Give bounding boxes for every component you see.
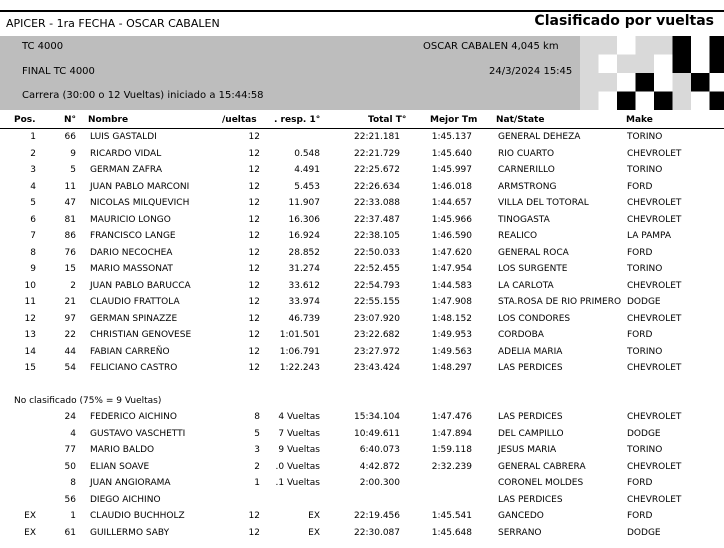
cell-make: CHEVROLET [627, 313, 682, 324]
cell-nat-state: LOS CONDORES [498, 313, 571, 324]
cell-name: CLAUDIO BUCHHOLZ [90, 511, 185, 521]
cell-laps: 3 [254, 445, 260, 455]
cell-number: 97 [64, 313, 76, 324]
cell-number: 54 [64, 363, 76, 373]
cell-total-time: 22:50.033 [354, 247, 400, 258]
cell-laps: 12 [248, 231, 260, 241]
cell-name: CHRISTIAN GENOVESE [90, 330, 192, 340]
cell-best-time: 1:48.152 [431, 313, 472, 324]
cell-pos: 6 [30, 214, 36, 225]
cell-total-time: 23:27.972 [354, 346, 400, 357]
cell-number: 4 [70, 428, 76, 439]
cell-make: DODGE [627, 297, 661, 307]
session-label: FINAL TC 4000 [22, 66, 95, 77]
table-row [0, 295, 724, 311]
cell-laps: 12 [248, 148, 260, 159]
cell-make: CHEVROLET [627, 214, 682, 225]
table-row [0, 345, 724, 361]
cell-total-time: 22:52.455 [354, 264, 400, 274]
track-label: OSCAR CABALEN 4,045 km [423, 41, 559, 52]
table-row [0, 460, 724, 476]
col-name: Nombre [88, 115, 129, 125]
cell-make: CHEVROLET [627, 494, 682, 505]
cell-name: JUAN PABLO MARCONI [90, 181, 190, 192]
cell-best-time: 1:47.620 [431, 247, 472, 258]
cell-total-time: 10:49.611 [354, 428, 400, 439]
col-make: Make [626, 115, 653, 125]
cell-make: FORD [627, 247, 653, 258]
table-row [0, 493, 724, 509]
cell-name: FABIAN CARREÑO [90, 346, 170, 357]
cell-make: DODGE [627, 428, 661, 439]
cell-nat-state: SERRANO [498, 527, 542, 538]
cell-gap: 1:22.243 [279, 363, 320, 373]
cell-laps: 12 [248, 247, 260, 258]
cell-best-time: 2:32.239 [431, 461, 472, 472]
cell-laps: 12 [248, 165, 260, 175]
cell-number: 50 [64, 461, 76, 472]
cell-nat-state: LA CARLOTA [498, 280, 554, 291]
cell-gap: 31.274 [288, 264, 320, 274]
cell-number: 2 [70, 280, 76, 291]
cell-laps: 12 [248, 214, 260, 225]
cell-gap: .0 Vueltas [275, 461, 320, 472]
cell-laps: 12 [248, 330, 260, 340]
cell-laps: 12 [248, 280, 260, 291]
datetime-label: 24/3/2024 15:45 [489, 66, 573, 77]
top-margin [0, 0, 724, 10]
cell-make: CHEVROLET [627, 363, 682, 373]
table-row [0, 229, 724, 245]
cell-nat-state: LOS SURGENTE [498, 264, 568, 274]
cell-nat-state: TINOGASTA [498, 214, 550, 225]
cell-total-time: 22:30.087 [354, 527, 400, 538]
cell-gap: .1 Vueltas [275, 478, 320, 488]
cell-name: JUAN ANGIORAMA [90, 478, 171, 488]
cell-total-time: 15:34.104 [354, 412, 400, 422]
table-row [0, 246, 724, 262]
cell-number: 15 [64, 264, 76, 274]
cell-name: MARIO MASSONAT [90, 264, 173, 274]
cell-number: 56 [64, 494, 76, 505]
cell-name: GUILLERMO SABY [90, 527, 170, 538]
cell-pos: 12 [24, 313, 36, 324]
report-type-title: Clasificado por vueltas [534, 13, 714, 29]
cell-gap: 1:01.501 [279, 330, 320, 340]
cell-best-time: 1:44.657 [431, 198, 472, 208]
cell-nat-state: STA.ROSA DE RIO PRIMERO [498, 297, 622, 307]
table-row [0, 196, 724, 212]
cell-laps: 1 [254, 478, 260, 488]
cell-make: DODGE [627, 527, 661, 538]
cell-laps: 12 [248, 527, 260, 538]
cell-name: RICARDO VIDAL [90, 148, 162, 159]
cell-nat-state: LAS PERDICES [498, 494, 563, 505]
cell-pos: EX [24, 527, 36, 538]
cell-nat-state: CARNERILLO [498, 165, 555, 175]
cell-gap: 16.924 [288, 231, 320, 241]
cell-make: TORINO [627, 132, 663, 142]
cell-total-time: 22:21.729 [354, 148, 400, 159]
table-row [0, 147, 724, 163]
cell-make: CHEVROLET [627, 412, 682, 422]
cell-best-time: 1:45.648 [431, 527, 472, 538]
cell-pos: 3 [30, 165, 36, 175]
cell-make: FORD [627, 511, 653, 521]
cell-name: GERMAN ZAFRA [90, 165, 162, 175]
cell-total-time: 23:43.424 [354, 363, 400, 373]
table-row [0, 328, 724, 344]
table-row [0, 279, 724, 295]
cell-gap: 1:06.791 [279, 346, 320, 357]
cell-make: TORINO [627, 165, 663, 175]
cell-laps: 12 [248, 132, 260, 142]
col-gap: . resp. 1° [274, 115, 321, 125]
cell-total-time: 23:07.920 [354, 313, 400, 324]
cell-best-time: 1:59.118 [431, 445, 472, 455]
cell-pos: 14 [24, 346, 36, 357]
cell-pos: 4 [30, 181, 36, 192]
table-row [0, 509, 724, 525]
cell-gap: EX [308, 527, 320, 538]
cell-laps: 12 [248, 198, 260, 208]
cell-total-time: 22:37.487 [354, 214, 400, 225]
cell-best-time: 1:49.953 [431, 330, 472, 340]
table-row [0, 526, 724, 542]
cell-laps: 12 [248, 346, 260, 357]
cell-number: 81 [64, 214, 76, 225]
cell-best-time: 1:47.476 [431, 412, 472, 422]
cell-name: GUSTAVO VASCHETTI [90, 428, 186, 439]
cell-best-time: 1:45.640 [431, 148, 472, 159]
cell-nat-state: GANCEDO [498, 511, 544, 521]
cell-gap: 7 Vueltas [278, 428, 320, 439]
col-laps: /ueltas [222, 115, 257, 125]
cell-name: LUIS GASTALDI [90, 132, 157, 142]
category-label: TC 4000 [22, 41, 64, 52]
cell-total-time: 6:40.073 [359, 445, 400, 455]
cell-gap: 46.739 [288, 313, 320, 324]
cell-number: 21 [64, 297, 76, 307]
cell-number: 22 [64, 330, 76, 340]
cell-total-time: 22:33.088 [354, 198, 400, 208]
cell-total-time: 22:19.456 [354, 511, 400, 521]
table-row [0, 130, 724, 146]
cell-gap: 28.852 [288, 247, 320, 258]
cell-laps: 5 [254, 428, 260, 439]
cell-best-time: 1:45.137 [431, 132, 472, 142]
cell-nat-state: GENERAL ROCA [498, 247, 569, 258]
cell-pos: 9 [30, 264, 36, 274]
table-row [0, 163, 724, 179]
cell-best-time: 1:49.563 [431, 346, 472, 357]
cell-number: 47 [64, 198, 76, 208]
cell-name: GERMAN SPINAZZE [90, 313, 178, 324]
cell-name: FELICIANO CASTRO [90, 363, 178, 373]
table-row [0, 410, 724, 426]
cell-nat-state: JESUS MARIA [498, 445, 557, 455]
col-pos: Pos. [14, 115, 36, 125]
table-row [0, 443, 724, 459]
cell-laps: 12 [248, 313, 260, 324]
col-best-time: Mejor Tm [430, 115, 478, 125]
cell-name: MARIO BALDO [90, 445, 155, 455]
cell-nat-state: REALICO [498, 231, 538, 241]
cell-name: DIEGO AICHINO [90, 494, 161, 505]
cell-gap: EX [308, 511, 320, 521]
cell-make: CHEVROLET [627, 148, 682, 159]
table-row [0, 427, 724, 443]
table-row [0, 476, 724, 492]
cell-number: 8 [70, 478, 76, 488]
cell-gap: 16.306 [288, 214, 320, 225]
cell-number: 76 [64, 247, 76, 258]
cell-gap: 0.548 [294, 148, 320, 159]
table-row [0, 361, 724, 377]
cell-gap: 5.453 [294, 181, 320, 192]
cell-nat-state: GENERAL DEHEZA [498, 132, 581, 142]
event-title: APICER - 1ra FECHA - OSCAR CABALEN [6, 17, 220, 30]
cell-gap: 4 Vueltas [278, 412, 320, 422]
cell-make: FORD [627, 181, 653, 192]
cell-laps: 12 [248, 363, 260, 373]
cell-number: 44 [64, 346, 76, 357]
cell-name: CLAUDIO FRATTOLA [90, 297, 180, 307]
cell-make: FORD [627, 330, 653, 340]
cell-nat-state: CORDOBA [498, 330, 544, 340]
cell-best-time: 1:46.018 [431, 181, 472, 192]
cell-make: TORINO [627, 264, 663, 274]
cell-number: 77 [64, 445, 76, 455]
cell-gap: 9 Vueltas [278, 445, 320, 455]
cell-total-time: 23:22.682 [354, 330, 400, 340]
cell-pos: 13 [24, 330, 36, 340]
title-bar [0, 10, 724, 36]
cell-gap: 11.907 [288, 198, 320, 208]
cell-total-time: 4:42.872 [359, 461, 400, 472]
cell-name: ELIAN SOAVE [90, 461, 150, 472]
cell-gap: 33.974 [288, 297, 320, 307]
cell-total-time: 22:54.793 [354, 280, 400, 291]
cell-pos: 2 [30, 148, 36, 159]
cell-name: DARIO NECOCHEA [90, 247, 173, 258]
cell-make: LA PAMPA [627, 231, 672, 241]
cell-number: 1 [70, 511, 76, 521]
table-row [0, 213, 724, 229]
cell-best-time: 1:45.997 [431, 165, 472, 175]
cell-pos: 10 [24, 280, 36, 291]
cell-laps: 12 [248, 264, 260, 274]
cell-number: 24 [64, 412, 76, 422]
cell-gap: 33.612 [288, 280, 320, 291]
cell-nat-state: CORONEL MOLDES [498, 478, 584, 488]
race-info-label: Carrera (30:00 o 12 Vueltas) iniciado a 15:44:58 [22, 90, 264, 101]
cell-nat-state: DEL CAMPILLO [498, 428, 564, 439]
cell-total-time: 22:21.181 [354, 132, 400, 142]
cell-laps: 12 [248, 181, 260, 192]
cell-number: 5 [70, 165, 76, 175]
cell-make: TORINO [627, 346, 663, 357]
not-classified-label: No clasificado (75% = 9 Vueltas) [14, 395, 162, 406]
cell-nat-state: ADELIA MARIA [498, 346, 563, 357]
cell-gap: 4.491 [294, 165, 320, 175]
cell-pos: 1 [30, 132, 36, 142]
cell-make: CHEVROLET [627, 198, 682, 208]
col-total-time: Total T° [368, 115, 407, 125]
cell-make: CHEVROLET [627, 280, 682, 291]
cell-best-time: 1:44.583 [431, 280, 472, 291]
cell-nat-state: ARMSTRONG [498, 181, 557, 192]
cell-number: 61 [64, 527, 76, 538]
table-row [0, 180, 724, 196]
cell-nat-state: LAS PERDICES [498, 412, 563, 422]
cell-total-time: 22:26.634 [354, 181, 400, 192]
col-nat-state: Nat/State [496, 115, 545, 125]
cell-pos: 11 [24, 297, 36, 307]
cell-name: FEDERICO AICHINO [90, 412, 177, 422]
cell-best-time: 1:45.966 [431, 214, 472, 225]
table-row [0, 312, 724, 328]
cell-best-time: 1:48.297 [431, 363, 472, 373]
cell-make: TORINO [627, 445, 663, 455]
cell-number: 11 [64, 181, 76, 192]
cell-number: 66 [64, 132, 76, 142]
cell-nat-state: RIO CUARTO [498, 148, 555, 159]
cell-total-time: 22:25.672 [354, 165, 400, 175]
cell-best-time: 1:46.590 [431, 231, 472, 241]
cell-best-time: 1:47.908 [431, 297, 472, 307]
cell-name: MAURICIO LONGO [90, 214, 171, 225]
cell-pos: 5 [30, 198, 36, 208]
cell-make: FORD [627, 478, 653, 488]
cell-pos: 8 [30, 247, 36, 258]
checkered-flag-icon [580, 36, 724, 110]
cell-total-time: 2:00.300 [359, 478, 400, 488]
cell-nat-state: GENERAL CABRERA [498, 461, 586, 472]
cell-name: FRANCISCO LANGE [90, 231, 176, 241]
cell-pos: 15 [24, 363, 36, 373]
cell-total-time: 22:55.155 [354, 297, 400, 307]
cell-laps: 12 [248, 297, 260, 307]
cell-name: JUAN PABLO BARUCCA [90, 280, 191, 291]
cell-pos: EX [24, 511, 36, 521]
cell-laps: 2 [254, 461, 260, 472]
cell-make: CHEVROLET [627, 461, 682, 472]
results-table-header [0, 112, 724, 129]
cell-laps: 12 [248, 511, 260, 521]
table-row [0, 262, 724, 278]
cell-total-time: 22:38.105 [354, 231, 400, 241]
cell-best-time: 1:47.894 [431, 428, 472, 439]
cell-nat-state: LAS PERDICES [498, 363, 563, 373]
cell-pos: 7 [30, 231, 36, 241]
cell-number: 86 [64, 231, 76, 241]
cell-laps: 8 [254, 412, 260, 422]
cell-name: NICOLAS MILQUEVICH [90, 198, 190, 208]
cell-number: 9 [70, 148, 76, 159]
col-number: N° [64, 115, 77, 125]
cell-nat-state: VILLA DEL TOTORAL [498, 198, 589, 208]
cell-best-time: 1:45.541 [431, 511, 472, 521]
cell-best-time: 1:47.954 [431, 264, 472, 274]
